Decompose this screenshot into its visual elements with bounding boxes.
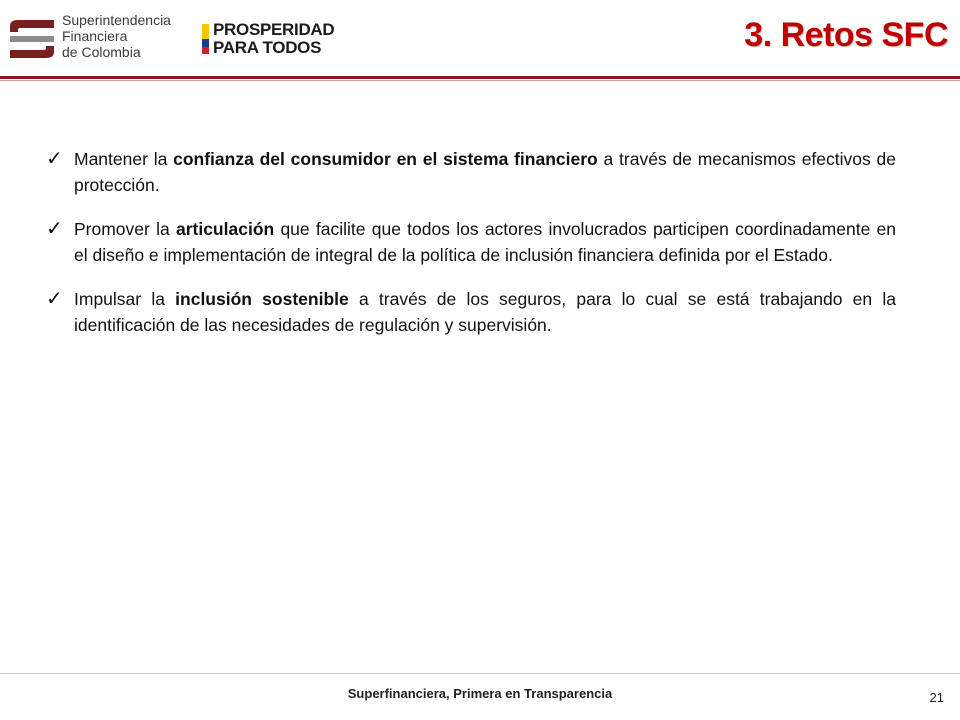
prosperidad-logo	[200, 20, 350, 60]
bullet-text: Mantener la confianza del consumidor en el sistema financiero a través de mecanismos efectivos de protección.	[74, 149, 896, 195]
footer-divider	[0, 673, 960, 674]
sfc-logo	[4, 12, 176, 64]
prosperidad-line-1: PROSPERIDAD	[213, 20, 335, 39]
bullet-item	[46, 216, 896, 268]
checkmark-icon: ✓	[46, 216, 63, 240]
prosperidad-line-2: PARA TODOS	[213, 38, 322, 57]
bullet-item	[46, 146, 896, 198]
bullet-list	[46, 146, 896, 356]
sfc-logo-line-3: de Colombia	[62, 44, 141, 60]
page-title: 3. Retos SFC	[744, 16, 948, 54]
header-divider-shadow	[0, 80, 960, 81]
page-number: 21	[929, 690, 944, 705]
sfc-logo-line-2: Financiera	[62, 28, 128, 44]
footer-text: Superfinanciera, Primera en Transparencia	[347, 686, 613, 701]
bullet-item	[46, 286, 896, 338]
bullet-text: Promover la articulación que facilite que todos los actores involucrados participen coordinadamente en el diseño e implementación de integral de la política de inclusión financiera definida por el Estado.	[74, 219, 897, 265]
colombia-flag-icon	[202, 24, 209, 54]
sfc-logo-mark-icon	[6, 16, 58, 62]
bullet-text: Impulsar la inclusión sostenible a través de los seguros, para lo cual se está trabajando en la identificación de las necesidades de regulación y supervisión.	[74, 289, 896, 335]
header-divider	[0, 76, 960, 79]
checkmark-icon: ✓	[46, 286, 63, 310]
checkmark-icon: ✓	[46, 146, 63, 170]
sfc-logo-line-1: Superintendencia	[62, 12, 171, 28]
